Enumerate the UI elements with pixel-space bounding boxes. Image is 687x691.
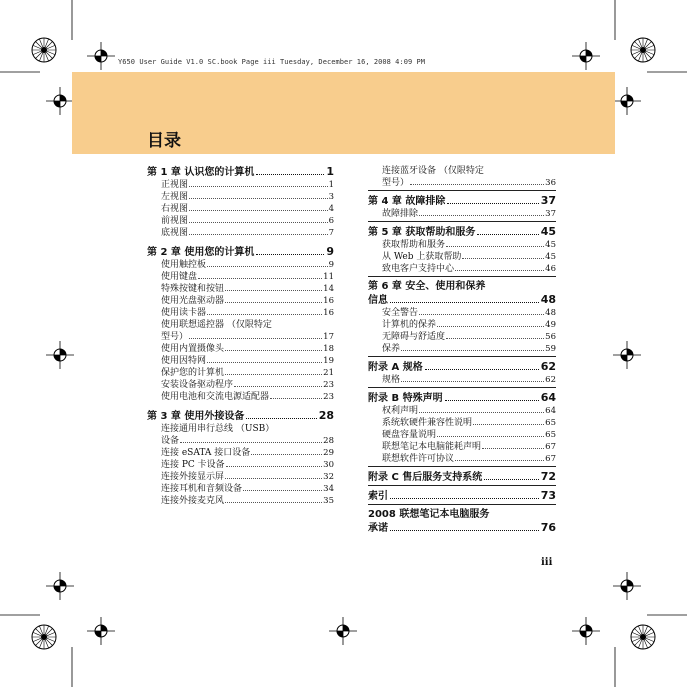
entry-page: 34	[323, 484, 334, 494]
toc-appendix-a[interactable]	[368, 360, 556, 374]
toc-entry[interactable]	[147, 203, 334, 215]
entry-page: 21	[323, 368, 334, 378]
entry-page: 3	[328, 192, 334, 202]
toc-entry[interactable]	[147, 331, 334, 343]
entry-page: 65	[545, 418, 556, 428]
toc-left-column	[147, 165, 334, 507]
toc-entry[interactable]	[147, 483, 334, 495]
toc-entry[interactable]	[147, 215, 334, 227]
chapter-page: 76	[540, 521, 556, 534]
toc-chapter-3[interactable]	[147, 409, 334, 423]
entry-title: 硬盘容量说明	[382, 430, 437, 440]
entry-page: 45	[545, 240, 556, 250]
chapter-title: 索引	[368, 491, 388, 502]
entry-page: 16	[323, 296, 334, 306]
entry-title: 从 Web 上获取帮助	[382, 252, 462, 262]
entry-title: 连接外接显示屏	[161, 472, 225, 482]
chapter-title: 第 6 章 安全、使用和保养	[368, 281, 486, 292]
toc-chapter-6-entries	[368, 307, 556, 355]
entry-title: 连接通用串行总线 （USB）	[161, 424, 275, 434]
entry-page: 65	[545, 430, 556, 440]
entry-title: 正视图	[161, 180, 189, 190]
entry-page: 48	[545, 308, 556, 318]
chapter-title: 附录 A 规格	[368, 362, 423, 373]
toc-chapter-1-entries	[147, 179, 334, 239]
entry-title: 故障排除	[382, 209, 419, 219]
entry-title: 连接 eSATA 接口设备	[161, 448, 251, 458]
divider	[368, 276, 556, 277]
divider	[368, 466, 556, 467]
entry-title: 型号）	[382, 178, 410, 188]
toc-entry[interactable]	[147, 319, 334, 331]
divider	[368, 504, 556, 505]
toc-entry[interactable]	[147, 367, 334, 379]
entry-title: 设备	[161, 436, 180, 446]
toc-entry[interactable]	[368, 417, 556, 429]
entry-title: 使用键盘	[161, 272, 198, 282]
entry-title: 联想笔记本电脑能耗声明	[382, 442, 482, 452]
toc-warranty-cont[interactable]	[368, 521, 556, 535]
entry-page: 18	[323, 344, 334, 354]
entry-page: 23	[323, 380, 334, 390]
toc-entry[interactable]	[368, 319, 556, 331]
chapter-page: 73	[540, 489, 556, 502]
chapter-page: 48	[540, 293, 556, 306]
chapter-page: 45	[540, 225, 556, 238]
toc-entry[interactable]	[368, 343, 556, 355]
entry-title: 获取帮助和服务	[382, 240, 446, 250]
entry-title: 使用因特网	[161, 356, 207, 366]
entry-page: 28	[323, 436, 334, 446]
toc-appendix-a-entries	[368, 374, 556, 386]
entry-title: 使用内置摄像头	[161, 344, 225, 354]
entry-title: 连接蓝牙设备 （仅限特定	[382, 166, 484, 176]
toc-entry[interactable]	[147, 179, 334, 191]
chapter-title: 承诺	[368, 523, 388, 534]
toc-entry[interactable]	[368, 429, 556, 441]
toc-chapter-5[interactable]	[368, 225, 556, 239]
entry-page: 14	[323, 284, 334, 294]
entry-page: 11	[323, 272, 334, 282]
entry-page: 19	[323, 356, 334, 366]
toc-entry[interactable]	[147, 355, 334, 367]
chapter-title: 信息	[368, 295, 388, 306]
chapter-page: 28	[318, 409, 334, 422]
entry-page: 23	[323, 392, 334, 402]
divider	[368, 190, 556, 191]
entry-page: 67	[545, 442, 556, 452]
toc-entry[interactable]	[368, 307, 556, 319]
entry-title: 前视图	[161, 216, 189, 226]
entry-page: 36	[545, 178, 556, 188]
toc-chapter-1[interactable]	[147, 165, 334, 179]
toc-chapter-6[interactable]	[368, 280, 556, 293]
entry-page: 1	[328, 180, 334, 190]
entry-page: 35	[323, 496, 334, 506]
entry-page: 9	[328, 260, 334, 270]
toc-entry[interactable]	[147, 391, 334, 403]
entry-page: 45	[545, 252, 556, 262]
toc-entry[interactable]	[368, 405, 556, 417]
toc-appendix-c[interactable]	[368, 470, 556, 484]
chapter-title: 2008 联想笔记本电脑服务	[368, 509, 490, 520]
toc-entry[interactable]	[147, 343, 334, 355]
entry-title: 保护您的计算机	[161, 368, 225, 378]
entry-page: 37	[545, 209, 556, 219]
toc-entry[interactable]	[147, 295, 334, 307]
toc-entry[interactable]	[147, 191, 334, 203]
toc-entry[interactable]	[368, 251, 556, 263]
toc-chapter-3-entries	[147, 447, 334, 507]
entry-title: 使用触控板	[161, 260, 207, 270]
entry-title: 计算机的保养	[382, 320, 437, 330]
entry-title: 致电客户支持中心	[382, 264, 455, 274]
toc-entry[interactable]	[147, 495, 334, 507]
entry-title: 右视图	[161, 204, 189, 214]
toc-chapter-4[interactable]	[368, 194, 556, 208]
toc-entry[interactable]	[147, 423, 334, 435]
divider	[368, 387, 556, 388]
entry-title: 使用光盘驱动器	[161, 296, 225, 306]
entry-title: 型号）	[161, 332, 189, 342]
entry-title: 底视图	[161, 228, 189, 238]
chapter-title: 第 1 章 认识您的计算机	[147, 167, 255, 178]
divider	[368, 485, 556, 486]
chapter-page: 37	[540, 194, 556, 207]
chapter-title: 第 4 章 故障排除	[368, 196, 446, 207]
toc-entry[interactable]	[368, 263, 556, 275]
entry-page: 49	[545, 320, 556, 330]
entry-title: 联想软件许可协议	[382, 454, 455, 464]
toc-entry[interactable]	[368, 374, 556, 386]
entry-title: 使用联想遥控器 （仅限特定	[161, 320, 272, 330]
toc-appendix-b[interactable]	[368, 391, 556, 405]
divider	[368, 221, 556, 222]
toc-entry[interactable]	[147, 379, 334, 391]
toc-entry[interactable]	[147, 271, 334, 283]
page-number: iii	[541, 557, 553, 568]
toc-right-column	[368, 165, 556, 535]
entry-page: 6	[328, 216, 334, 226]
toc-chapter-2-entries-b	[147, 343, 334, 403]
chapter-page: 64	[540, 391, 556, 404]
entry-title: 系统软硬件兼容性说明	[382, 418, 473, 428]
entry-title: 连接外接麦克风	[161, 496, 225, 506]
toc-entry[interactable]	[147, 259, 334, 271]
toc-entry[interactable]	[368, 208, 556, 220]
entry-page: 32	[323, 472, 334, 482]
toc-chapter-5-entries	[368, 239, 556, 275]
toc-warranty[interactable]	[368, 508, 556, 521]
toc-entry[interactable]	[368, 441, 556, 453]
entry-title: 左视图	[161, 192, 189, 202]
toc-entry[interactable]	[368, 165, 556, 177]
toc-entry[interactable]	[368, 453, 556, 465]
entry-title: 规格	[382, 375, 401, 385]
entry-page: 62	[545, 375, 556, 385]
divider	[368, 356, 556, 357]
entry-page: 7	[328, 228, 334, 238]
entry-title: 使用电池和交流电源适配器	[161, 392, 270, 402]
toc-entry[interactable]	[147, 471, 334, 483]
toc-appendix-b-entries	[368, 405, 556, 465]
entry-title: 安装设备驱动程序	[161, 380, 234, 390]
chapter-title: 附录 C 售后服务支持系统	[368, 472, 483, 483]
entry-title: 无障碍与舒适度	[382, 332, 446, 342]
toc-index[interactable]	[368, 489, 556, 503]
toc-entry[interactable]	[147, 447, 334, 459]
entry-page: 64	[545, 406, 556, 416]
entry-page: 17	[323, 332, 334, 342]
chapter-title: 第 2 章 使用您的计算机	[147, 247, 255, 258]
entry-page: 29	[323, 448, 334, 458]
chapter-page: 9	[326, 245, 334, 258]
chapter-page: 72	[540, 470, 556, 483]
entry-page: 46	[545, 264, 556, 274]
toc-entry[interactable]	[147, 459, 334, 471]
entry-title: 保养	[382, 344, 401, 354]
toc-chapter-2-entries	[147, 259, 334, 319]
toc-entry[interactable]	[147, 283, 334, 295]
entry-page: 30	[323, 460, 334, 470]
toc-entry[interactable]	[368, 331, 556, 343]
entry-page: 56	[545, 332, 556, 342]
entry-title: 连接耳机和音频设备	[161, 484, 243, 494]
entry-title: 特殊按键和按钮	[161, 284, 225, 294]
chapter-title: 第 5 章 获取帮助和服务	[368, 227, 476, 238]
entry-page: 16	[323, 308, 334, 318]
entry-page: 4	[328, 204, 334, 214]
entry-page: 67	[545, 454, 556, 464]
toc-chapter-4-entries	[368, 208, 556, 220]
toc-entry[interactable]	[147, 227, 334, 239]
chapter-title: 第 3 章 使用外接设备	[147, 411, 245, 422]
toc-entry[interactable]	[147, 307, 334, 319]
chapter-page: 62	[540, 360, 556, 373]
entry-title: 使用读卡器	[161, 308, 207, 318]
toc-chapter-2[interactable]	[147, 245, 334, 259]
chapter-title: 附录 B 特殊声明	[368, 393, 443, 404]
page-title: 目录	[147, 131, 181, 151]
entry-page: 59	[545, 344, 556, 354]
chapter-page: 1	[326, 165, 334, 178]
entry-title: 连接 PC 卡设备	[161, 460, 225, 470]
toc-entry[interactable]	[368, 239, 556, 251]
toc-chapter-6-cont[interactable]	[368, 293, 556, 307]
entry-title: 权利声明	[382, 406, 419, 416]
toc-entry[interactable]	[368, 177, 556, 189]
toc-entry[interactable]	[147, 435, 334, 447]
entry-title: 安全警告	[382, 308, 419, 318]
print-header: Y650 User Guide V1.0 SC.book Page iii Tuesday, December 16, 2008 4:09 PM	[118, 58, 426, 66]
